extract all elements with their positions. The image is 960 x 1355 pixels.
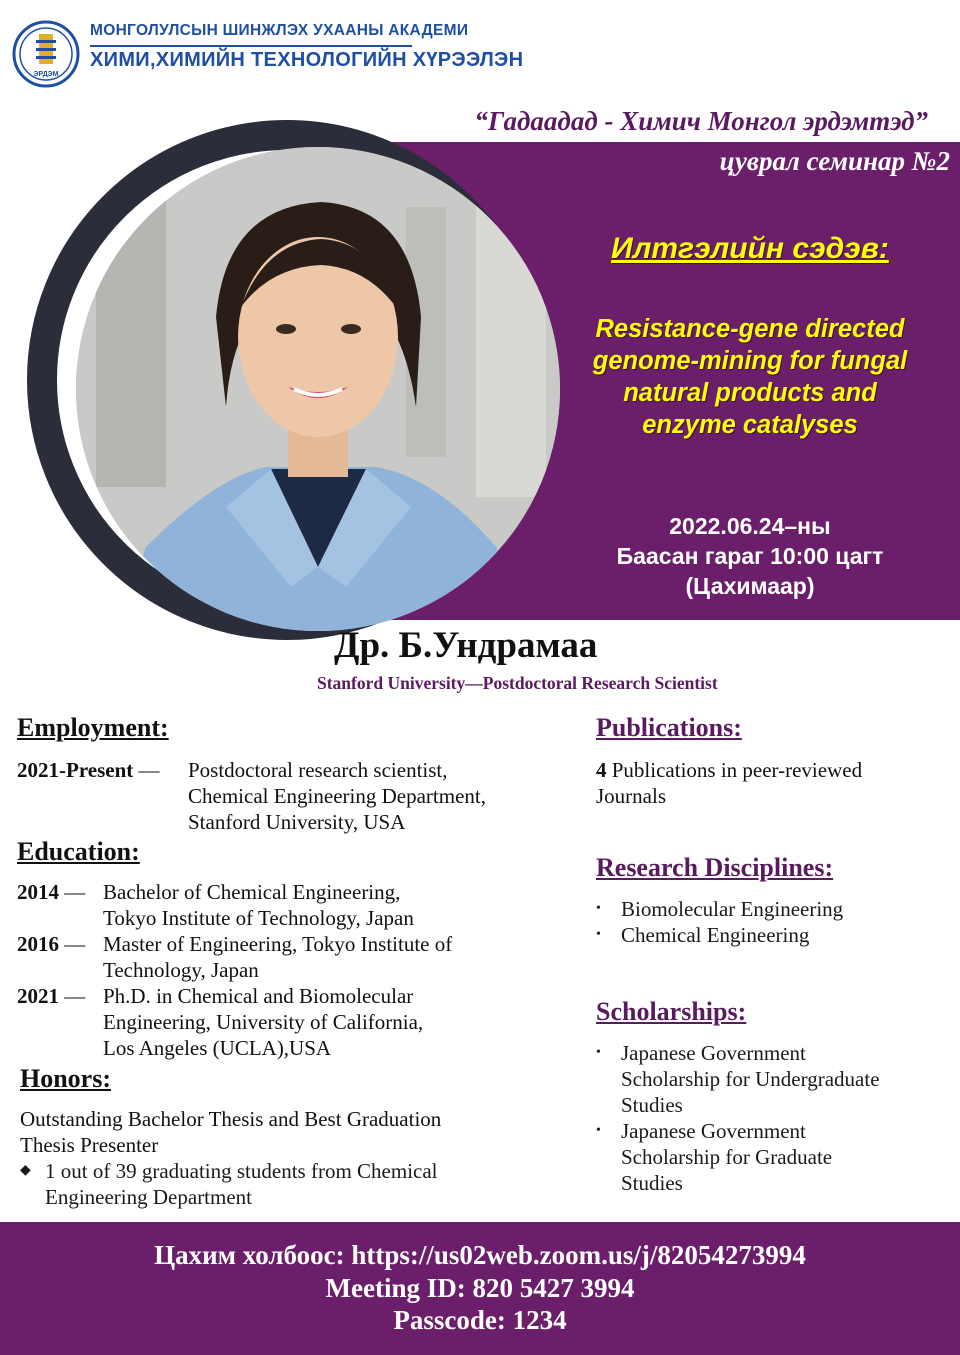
- series-subtitle: цуврал семинар №2: [719, 146, 950, 176]
- scholarship-line: Scholarship for Undergraduate: [621, 1067, 880, 1091]
- scholarships-heading: Scholarships:: [596, 997, 747, 1026]
- employment-heading: Employment:: [17, 713, 169, 742]
- list-item: [596, 1118, 946, 1196]
- institute-logo: [12, 20, 80, 88]
- speaker-photo: [76, 147, 560, 631]
- education-line: Tokyo Institute of Technology, Japan: [103, 906, 414, 930]
- talk-topic: [555, 313, 945, 441]
- topic-line: Resistance-gene directed: [595, 315, 905, 343]
- scholarships-list: [596, 1040, 946, 1196]
- logo-text: ЭРДЭМ: [33, 71, 59, 78]
- list-item: [20, 1158, 540, 1210]
- research-heading: Research Disciplines:: [596, 853, 834, 882]
- dash: —: [133, 758, 160, 782]
- education-line: Engineering, University of California,: [103, 1010, 424, 1034]
- list-item: [596, 896, 946, 922]
- education-line: Bachelor of Chemical Engineering,: [103, 880, 401, 904]
- passcode: Passcode: 1234: [393, 1305, 567, 1335]
- scholarship-line: Japanese Government: [621, 1041, 806, 1065]
- honors-line: Thesis Presenter: [20, 1133, 159, 1157]
- scholarship-line: Scholarship for Graduate: [621, 1145, 833, 1169]
- talk-date: [580, 511, 920, 601]
- employment-line: Stanford University, USA: [188, 810, 406, 834]
- series-title: “Гадаадад - Химич Монгол эрдэмтэд”: [474, 106, 928, 136]
- research-item: Chemical Engineering: [621, 923, 810, 947]
- topic-line: genome-mining for fungal: [592, 347, 908, 375]
- speaker-affiliation: Stanford University—Postdoctoral Research Scientist: [317, 673, 718, 693]
- education-line: Los Angeles (UCLA),USA: [103, 1036, 332, 1060]
- honors-bullet-line: 1 out of 39 graduating students from Chemical: [45, 1159, 438, 1183]
- dot-bullet-icon: •: [596, 1045, 601, 1060]
- honors-heading: Honors:: [20, 1064, 111, 1093]
- topic-heading: Илтгэлийн сэдэв:: [611, 232, 889, 265]
- speaker-name: Др. Б.Ундрамаа: [334, 625, 598, 666]
- employment-line: Postdoctoral research scientist,: [188, 758, 448, 782]
- diamond-bullet-icon: ◆: [20, 1163, 31, 1178]
- research-list: [596, 896, 946, 948]
- header-divider: [90, 45, 412, 47]
- education-year: 2016: [17, 932, 59, 956]
- employment-line: Chemical Engineering Department,: [188, 784, 486, 808]
- scholarship-line: Studies: [621, 1171, 683, 1195]
- dot-bullet-icon: •: [596, 927, 601, 942]
- publications-text: [596, 757, 946, 809]
- scholarship-line: Studies: [621, 1093, 683, 1117]
- topic-line: enzyme catalyses: [642, 411, 858, 439]
- zoom-link[interactable]: Цахим холбоос: https://us02web.zoom.us/j/82054273994: [154, 1240, 806, 1270]
- publication-count: 4: [596, 758, 607, 782]
- academy-name: МОНГОЛУЛСЫН ШИНЖЛЭХ УХААНЫ АКАДЕМИ: [90, 22, 469, 39]
- honors-line: Outstanding Bachelor Thesis and Best Graduation: [20, 1107, 442, 1131]
- honors-list: [20, 1158, 540, 1210]
- meeting-id: Meeting ID: 820 5427 3994: [325, 1273, 635, 1303]
- education-line: Technology, Japan: [103, 958, 259, 982]
- honors-bullet-line: Engineering Department: [45, 1185, 253, 1209]
- date-line: 2022.06.24–ны: [669, 513, 831, 539]
- topic-line: natural products and: [623, 379, 877, 407]
- list-item: [596, 922, 946, 948]
- scholarship-line: Japanese Government: [621, 1119, 806, 1143]
- publications-line: Journals: [596, 784, 666, 808]
- honors-text: [20, 1106, 540, 1158]
- list-item: [596, 1040, 946, 1118]
- education-line: Master of Engineering, Tokyo Institute of: [103, 932, 453, 956]
- day-time-line: Баасан гараг 10:00 цагт: [616, 543, 884, 569]
- employment-year: 2021-Present: [17, 758, 134, 782]
- education-year: 2014: [17, 880, 59, 904]
- education-year: 2021: [17, 984, 59, 1008]
- publications-heading: Publications:: [596, 713, 742, 742]
- format-line: (Цахимаар): [685, 573, 815, 599]
- education-heading: Education:: [17, 837, 140, 866]
- institute-name: ХИМИ,ХИМИЙН ТЕХНОЛОГИЙН ХҮРЭЭЛЭН: [90, 49, 524, 71]
- publications-line: Publications in peer-reviewed: [606, 758, 863, 782]
- dot-bullet-icon: •: [596, 901, 601, 916]
- research-item: Biomolecular Engineering: [621, 897, 844, 921]
- education-line: Ph.D. in Chemical and Biomolecular: [103, 984, 414, 1008]
- dot-bullet-icon: •: [596, 1123, 601, 1138]
